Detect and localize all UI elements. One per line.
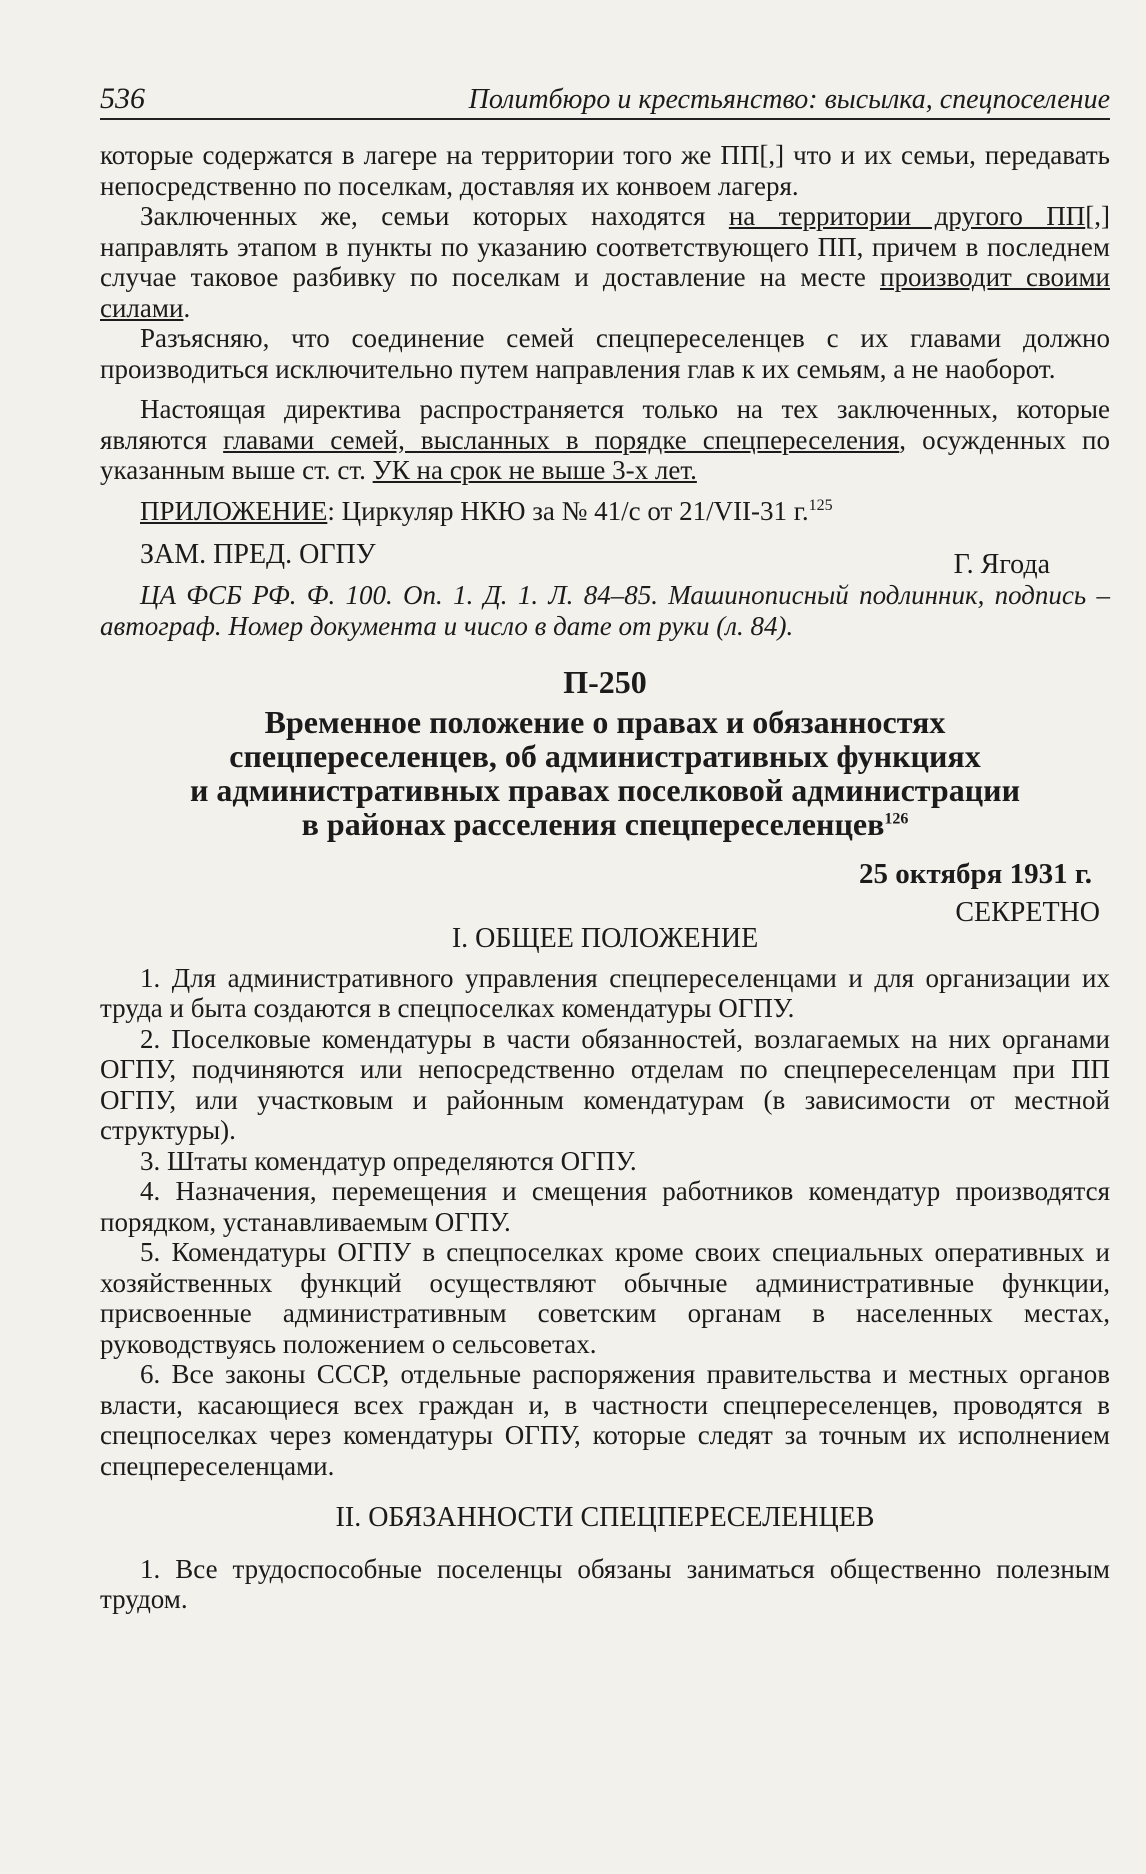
signer-position: ЗАМ. ПРЕД. ОГПУ — [140, 539, 376, 570]
appendix-line: ПРИЛОЖЕНИЕ: Циркуляр НКЮ за № 41/с от 21/VII-31 г.$^{125}$ — [140, 495, 833, 526]
document-title: Временное положение о правах и обязанностях спецпереселенцев, об административных функциях и административных правах поселковой администрации в районах расселения спецпереселенцев$^{126}$ — [189, 704, 1020, 842]
section-heading-obligations: II. ОБЯЗАННОСТИ СПЕЦПЕРЕСЕЛЕНЦЕВ — [335, 1502, 875, 1533]
underlined-text: УК на срок не выше 3-х лет. — [372, 455, 697, 485]
footnote-mark: 126 — [884, 810, 909, 828]
page-number: 536 — [100, 82, 145, 115]
section-heading-general: I. ОБЩЕЕ ПОЛОЖЕНИЕ — [451, 923, 759, 954]
signer-name: Г. Ягода — [953, 549, 1050, 580]
list-item: 4. Назначения, перемещения и смещения работников комендатур производятся порядком, устанавливаемым ОГПУ. — [100, 1176, 1110, 1237]
paragraph-continuation: которые содержатся в лагере на территории того же ПП[,] что и их семьи, передавать непосредственно по поселкам, доставляя их конвоем лагеря. — [100, 140, 1110, 201]
paragraph-prisoners: Заключенных же, семьи которых находятся на территории другого ПП[,] направлять этапом в пункты по указанию соответствующего ПП, причем в последнем случае таковое разбивку по поселкам и доставление на месте производит своими силами. — [100, 201, 1110, 323]
document-date: 25 октября 1931 г. — [859, 858, 1092, 890]
document-number: П-250 — [563, 664, 647, 700]
list-item: 3. Штаты комендатур определяются ОГПУ. — [140, 1145, 637, 1176]
running-title: Политбюро и крестьянство: высылка, спецпоселение — [468, 84, 1110, 115]
signature-block — [100, 534, 1110, 580]
underlined-text: на территории другого ПП — [728, 201, 1086, 231]
secrecy-stamp: СЕКРЕТНО — [955, 896, 1100, 928]
list-item: 1. Для административного управления спецпереселенцами и для организации их труда и быта создаются в спецпоселках комендатуры ОГПУ. — [100, 962, 1110, 1023]
list-item: 1. Все трудоспособные поселенцы обязаны заниматься общественно полезным трудом. — [100, 1553, 1110, 1614]
paragraph-clarification: Разъясняю, что соединение семей спецпереселенцев с их главами должно производиться исключительно путем направления глав к их семьям, а не наоборот. — [100, 323, 1110, 384]
list-item: 5. Комендатуры ОГПУ в спецпоселках кроме своих специальных оперативных и хозяйственных функций осуществляют обычные административные функции, присвоенные административным советским органам в населенных местах, руководствуясь положением о сельсоветах. — [100, 1237, 1110, 1359]
page-body — [100, 140, 1110, 1615]
archive-reference: ЦА ФСБ РФ. Ф. 100. Оп. 1. Д. 1. Л. 84–85. Машинописный подлинник, подпись – автограф. Номер документа и число в дате от руки (л. 84). — [100, 580, 1110, 641]
running-header — [100, 78, 1110, 120]
paragraph-directive-scope: Настоящая директива распространяется только на тех заключенных, которые являются главами семей, высланных в порядке спецпереселения, осужденных по указанным выше ст. ст. УК на срок не выше 3-х лет. — [100, 394, 1110, 485]
list-item: 6. Все законы СССР, отдельные распоряжения правительства и местных органов власти, касающиеся всех граждан и, в частности спецпереселенцев, проводятся в спецпоселках через комендатуры ОГПУ, которые следят за точным их исполнением спецпереселенцами. — [100, 1359, 1110, 1481]
footnote-mark: 125 — [808, 496, 833, 514]
list-item: 2. Поселковые комендатуры в части обязанностей, возлагаемых на них органами ОГПУ, подчиняются или непосредственно отделам по спецпереселенцам при ПП ОГПУ, или участковым и районным комендатурам (в зависимости от местной структуры). — [100, 1023, 1110, 1145]
underlined-text: главами семей, высланных в порядке спецпереселения — [223, 424, 900, 455]
underlined-text: производит своими силами — [100, 262, 1110, 323]
